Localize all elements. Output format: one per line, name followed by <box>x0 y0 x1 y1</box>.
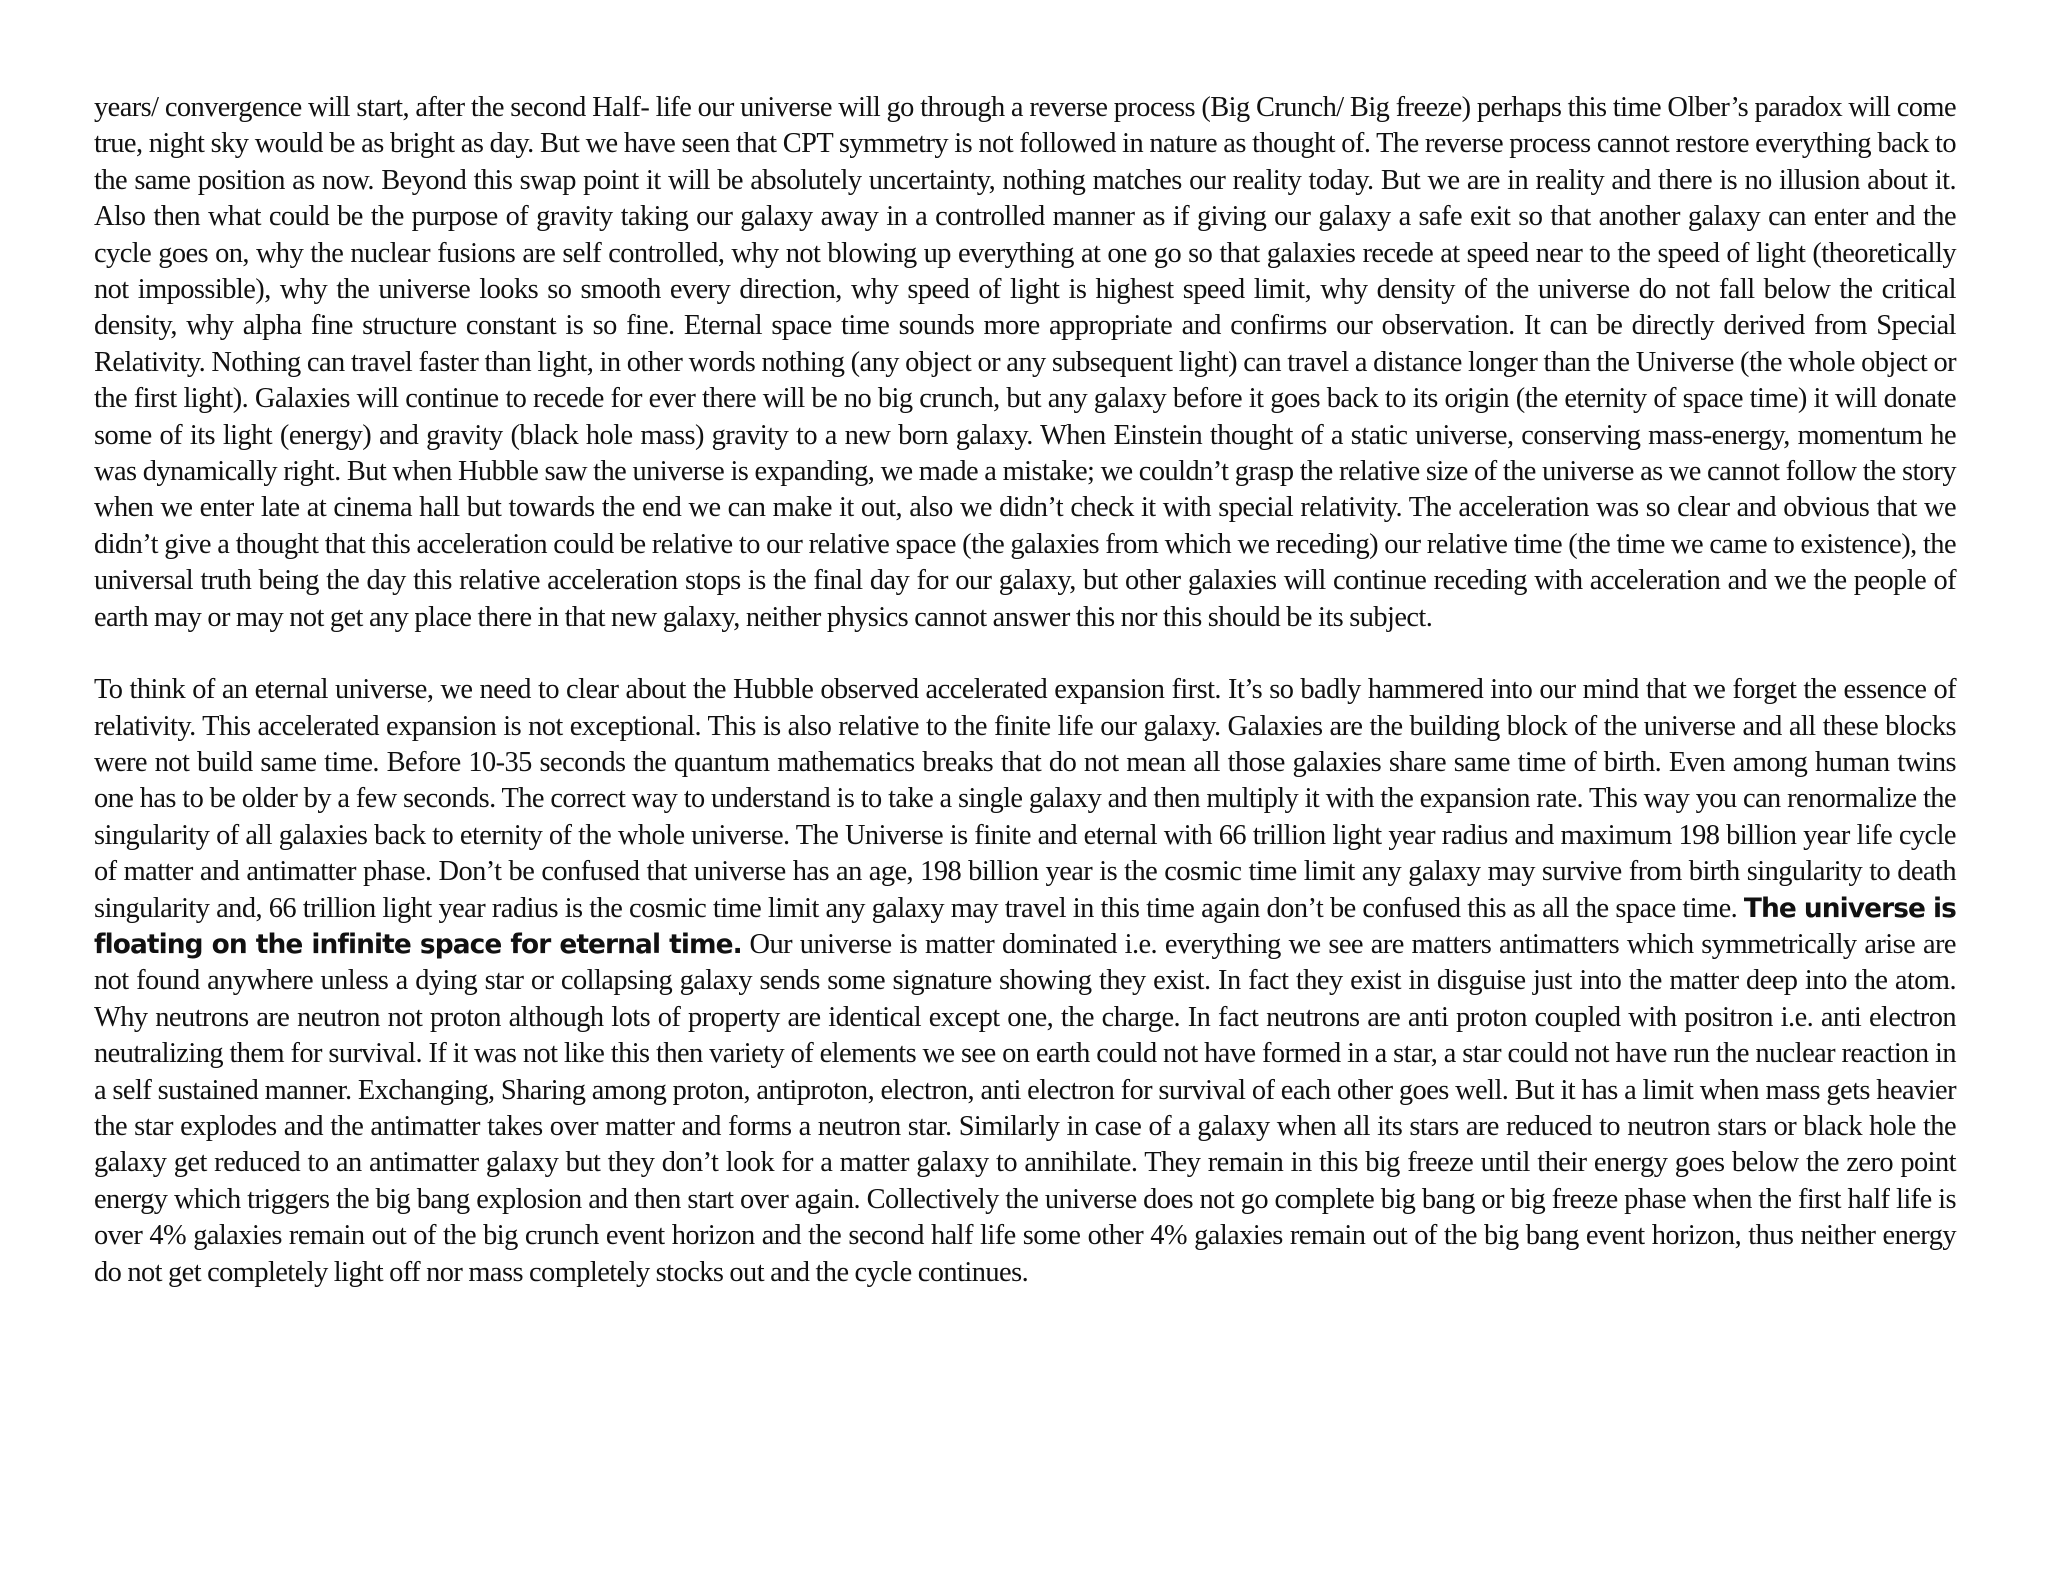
paragraph-1: years/ convergence will start, after the second Half- life our universe will go through a reverse process (Big Crunch/ Big freeze) perhaps this time Olber’s paradox will come true, night sky would be as bright as day. But we have seen that CPT symmetry is not followed in nature as thought of. The reverse process cannot restore everything back to the same position as now. Beyond this swap point it will be absolutely uncertainty, nothing matches our reality today. But we are in reality and there is no illusion about it. Also then what could be the purpose of gravity taking our galaxy away in a controlled manner as if giving our galaxy a safe exit so that another galaxy can enter and the cycle goes on, why the nuclear fusions are self controlled, why not blowing up everything at one go so that galaxies recede at speed near to the speed of light (theoretically not impossible), why the universe looks so smooth every direction, why speed of light is highest speed limit, why density of the universe do not fall below the critical density, why alpha fine structure constant is so fine. Eternal space time sounds more appropriate and confirms our observation. It can be directly derived from Special Relativity. Nothing can travel faster than light, in other words nothing (any object or any subsequent light) can travel a distance longer than the Universe (the whole object or the first light). Galaxies will continue to recede for ever there will be no big crunch, but any galaxy before it goes back to its origin (the eternity of space time) it will donate some of its light (energy) and gravity (black hole mass) gravity to a new born galaxy. When Einstein thought of a static universe, conserving mass-energy, momentum he was dynamically right. But when Hubble saw the universe is expanding, we made a mistake; we couldn’t grasp the relative size of the universe as we cannot follow the story when we enter late at cinema hall but towards the end we can make it out, also we didn’t check it with special relativity. The acceleration was so clear and obvious that we didn’t give a thought that this acceleration could be relative to our relative space (the galaxies from which we receding) our relative time (the time we came to existence), the universal truth being the day this relative acceleration stops is the final day for our galaxy, but other galaxies will continue receding with acceleration and we the people of earth may or may not get any place there in that new galaxy, neither physics cannot answer this nor this should be its subject. <box>94 92 1956 633</box>
paragraph-2-bold-sentence: The universe is floating on the infinite space for eternal time. <box>94 892 1956 960</box>
paragraph-2-text-start: To think of an eternal universe, we need to clear about the Hubble observed accelerated expansion first. It’s so badly hammered into our mind that we forget the essence of relativity. This accelerated expansion is not exceptional. This is also relative to the finite life our galaxy. Galaxies are the building block of the universe and all these blocks were not build same time. Before 10-35 seconds the quantum mathematics breaks that do not mean all those galaxies share same time of birth. Even among human twins one has to be older by a few seconds. The correct way to understand is to take a single galaxy and then multiply it with the expansion rate. This way you can renormalize the singularity of all galaxies back to eternity of the whole universe. The Universe is finite and eternal with 66 trillion light year radius and maximum 198 billion year life cycle of matter and antimatter phase. Don’t be confused that universe has an age, 198 billion year is the cosmic time limit any galaxy may survive from birth singularity to death singularity and, 66 trillion light year radius is the cosmic time limit any galaxy may travel in this time again don’t be confused this as all the space time. <box>94 674 1956 924</box>
document-page <box>94 90 1956 1291</box>
paragraph-2 <box>94 672 1956 1291</box>
paragraph-2-text-end: Our universe is matter dominated i.e. everything we see are matters antimatters which symmetrically arise are not found anywhere unless a dying star or collapsing galaxy sends some signature showing they exist. In fact they exist in disguise just into the matter deep into the atom. Why neutrons are neutron not proton although lots of property are identical except one, the charge. In fact neutrons are anti proton coupled with positron i.e. anti electron neutralizing them for survival. If it was not like this then variety of elements we see on earth could not have formed in a star, a star could not have run the nuclear reaction in a self sustained manner. Exchanging, Sharing among proton, antiproton, electron, anti electron for survival of each other goes well. But it has a limit when mass gets heavier the star explodes and the antimatter takes over matter and forms a neutron star. Similarly in case of a galaxy when all its stars are reduced to neutron stars or black hole the galaxy get reduced to an antimatter galaxy but they don’t look for a matter galaxy to annihilate. They remain in this big freeze until their energy goes below the zero point energy which triggers the big bang explosion and then start over again. Collectively the universe does not go complete big bang or big freeze phase when the first half life is over 4% galaxies remain out of the big crunch event horizon and the second half life some other 4% galaxies remain out of the big bang event horizon, thus neither energy do not get completely light off nor mass completely stocks out and the cycle continues. <box>94 928 1956 1288</box>
